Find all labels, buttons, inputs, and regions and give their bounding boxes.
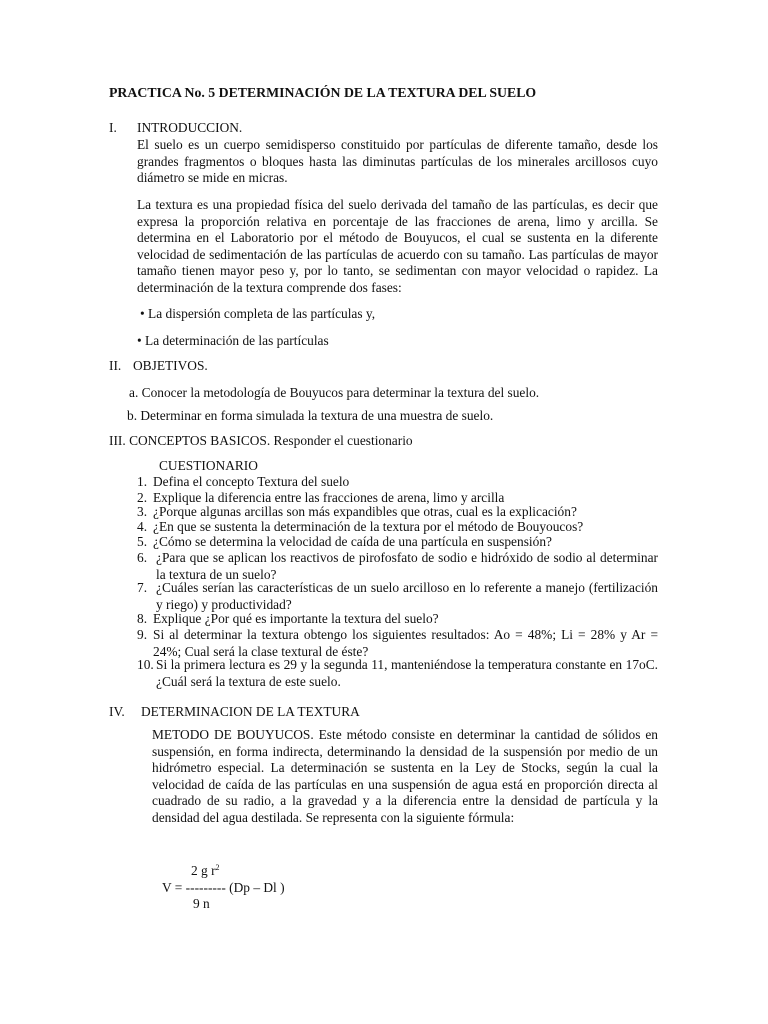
formula-numerator: 2 g $r^2$ — [191, 863, 220, 878]
section-4-number: IV. — [109, 704, 125, 719]
question-number: 3. — [137, 504, 148, 519]
bullet-item: • La determinación de las partículas — [137, 333, 329, 348]
question-number: 5. — [137, 534, 148, 549]
list-item — [137, 550, 658, 583]
question-number: 10. — [137, 657, 154, 672]
method-paragraph: METODO DE BOUYUCOS. Este método consiste en determinar la cantidad de sólidos en suspensión, en forma indirecta, determinando la densidad de la suspensión por medio de un hidrómetro especial. La determinación se sustenta en la Ley de Stocks, según la cual la velocidad de caída de las partículas en una suspensión de agua está en proporción directa al cuadrado de su radio, a la gravedad y a la diferencia entre la densidad de partícula y la densidad del agua destilada. Se representa con la siguiente fórmula: — [152, 727, 658, 825]
formula-main-line: V = --------- (Dp – Dl ) — [162, 880, 285, 895]
question-text: ¿Cuáles serían las características de un suelo arcilloso en lo referente a manejo (fertilización y riego) y productividad? — [156, 580, 658, 612]
intro-paragraph-1: El suelo es un cuerpo semidisperso constituido por partículas de diferente tamaño, desde los grandes fragmentos o bloques hasta las diminutas partículas de los minerales arcillosos cuyo diámetro se mide en micras. — [137, 137, 658, 186]
list-item — [137, 580, 658, 613]
question-text: ¿Porque algunas arcillas son más expandibles que otras, cual es la explicación? — [153, 504, 577, 519]
question-number: 8. — [137, 611, 148, 626]
questionnaire-heading: CUESTIONARIO — [159, 458, 258, 473]
section-4-heading: DETERMINACION DE LA TEXTURA — [141, 704, 360, 719]
question-number: 2. — [137, 490, 148, 505]
question-number: 1. — [137, 474, 148, 489]
section-1-heading: INTRODUCCION. — [137, 120, 243, 135]
section-2-number: II. — [109, 358, 122, 373]
objective-item: a. Conocer la metodología de Bouyucos para determinar la textura del suelo. — [129, 385, 540, 400]
question-text: Si al determinar la textura obtengo los siguientes resultados: Ao = 48%; Li = 28% y Ar = 24%; Cual será la clase textural de éste? — [153, 627, 658, 659]
question-number: 6. — [137, 550, 148, 565]
bullet-item: • La dispersión completa de las partículas y, — [140, 306, 376, 321]
formula-denominator: 9 n — [193, 896, 210, 911]
list-item — [137, 534, 658, 551]
section-1-number: I. — [109, 120, 117, 135]
question-text: ¿Cómo se determina la velocidad de caída de una partícula en suspensión? — [153, 534, 552, 549]
question-text: Explique la diferencia entre las fracciones de arena, limo y arcilla — [153, 490, 505, 505]
question-text: ¿Para que se aplican los reactivos de pirofosfato de sodio e hidróxido de sodio al determinar la textura de un suelo? — [156, 550, 658, 582]
question-number: 7. — [137, 580, 148, 595]
objective-item: b. Determinar en forma simulada la textura de una muestra de suelo. — [127, 408, 494, 423]
question-text: Explique ¿Por qué es importante la textura del suelo? — [153, 611, 439, 626]
section-3-heading: III. CONCEPTOS BASICOS. Responder el cuestionario — [109, 433, 413, 448]
question-text: Defina el concepto Textura del suelo — [153, 474, 350, 489]
list-item — [137, 627, 658, 660]
page-title: PRACTICA No. 5 DETERMINACIÓN DE LA TEXTURA DEL SUELO — [109, 85, 537, 100]
question-number: 9. — [137, 627, 148, 642]
formula-exponent: 2 — [215, 863, 220, 872]
intro-paragraph-2: La textura es una propiedad física del suelo derivada del tamaño de las partículas, es decir que expresa la proporción relativa en porcentaje de las fracciones de arena, limo y arcilla. Se determina en el Laboratorio por el método de Bouyucos, el cual se sustenta en la diferente velocidad de sedimentación de las partículas de acuerdo con su tamaño. Las partículas de mayor tamaño tienen mayor peso y, por lo tanto, se sedimentan con mayor velocidad o rapidez. La determinación de la textura comprende dos fases: — [137, 197, 658, 295]
question-text: Si la primera lectura es 29 y la segunda 11, manteniéndose la temperatura constante en 17oC. ¿Cuál será la textura de este suelo. — [156, 657, 658, 689]
list-item — [137, 657, 658, 690]
list-item — [137, 611, 658, 628]
list-item — [137, 474, 658, 491]
question-number: 4. — [137, 519, 148, 534]
question-text: ¿En que se sustenta la determinación de la textura por el método de Bouyoucos? — [153, 519, 584, 534]
section-2-heading: OBJETIVOS. — [133, 358, 208, 373]
